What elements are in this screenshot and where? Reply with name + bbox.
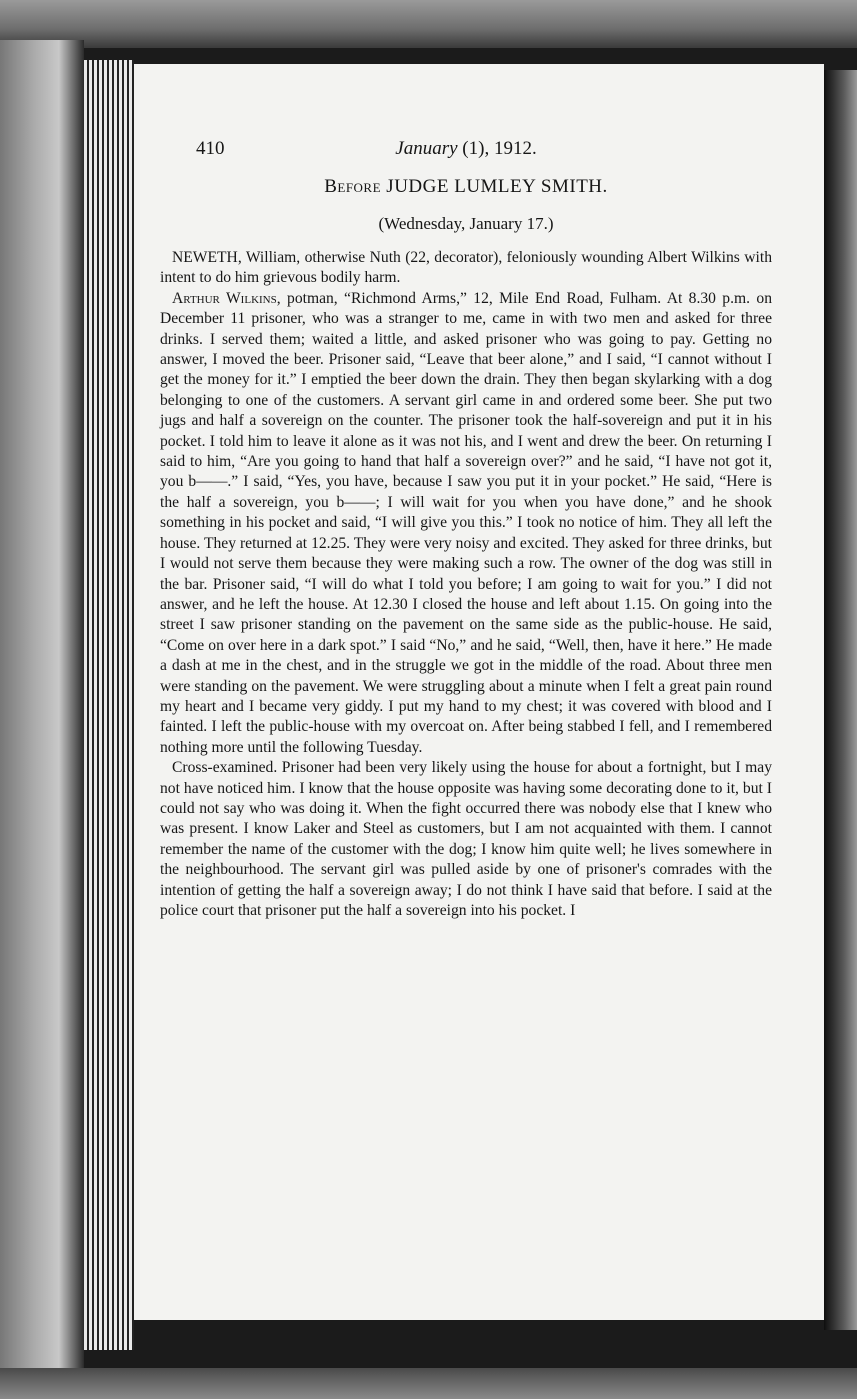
running-head-year: (1), 1912. <box>457 138 537 159</box>
witness-testimony-paragraph <box>160 289 772 758</box>
page-stack-edges <box>84 60 134 1350</box>
book-spine-shadow <box>0 40 84 1375</box>
case-intro-paragraph: NEWETH, William, otherwise Nuth (22, decorator), feloniously wounding Albert Wilkins with intent to do him grievous bodily harm. <box>160 249 772 287</box>
scan-top-border <box>0 0 857 48</box>
witness-name: Arthur Wilkins <box>172 289 277 307</box>
scan-right-border <box>824 70 857 1330</box>
judge-heading-prefix: Before <box>324 176 382 197</box>
running-head <box>160 138 772 174</box>
page-content <box>160 138 772 921</box>
judge-heading-name: JUDGE LUMLEY SMITH. <box>381 176 608 197</box>
running-head-month: January <box>395 138 458 159</box>
scan-bottom-border <box>0 1368 857 1399</box>
judge-heading <box>160 176 772 198</box>
page-number: 410 <box>196 138 225 159</box>
running-head-date <box>160 138 772 160</box>
cross-examination-paragraph: Cross-examined. Prisoner had been very likely using the house for about a fortnight, but I may not have noticed him. I know that the house opposite was having some decorating done to it, but I could not say who was doing it. When the fight occurred there was nobody else that I knew who was present. I know Laker and Steel as customers, but I am not acquainted with them. I cannot remember the name of the customer with the dog; I know him quite well; he lives somewhere in the neighbourhood. The servant girl was pulled aside by one of prisoner's comrades with the intention of getting the half a sovereign away; I do not think I have said that before. I said at the police court that prisoner put the half a sovereign into his pocket. I <box>160 759 772 919</box>
witness-testimony: , potman, “Richmond Arms,” 12, Mile End Road, Fulham. At 8.30 p.m. on December 11 prisoner, who was a stranger to me, came in with two men and asked for three drinks. I served them; waited a little, and asked prisoner who was going to pay. Getting no answer, I moved the beer. Prisoner said, “Leave that beer alone,” and I said, “I cannot without I get the money for it.” I emptied the beer down the drain. They then began skylarking with a dog belonging to one of the customers. A servant girl came in and ordered some beer. She put two jugs and half a sovereign on the counter. The prisoner took the half-sovereign and put it in his pocket. I told him to leave it alone as it was not his, and I went and drew the beer. On returning I said to him, “Are you going to hand that half a sovereign over?” and he said, “I have not got it, you b——.” I said, “Yes, you have, because I saw you put it in your pocket.” He said, “Here is the half a sovereign, you b——; I will wait for you when you have done,” and he shook something in his pocket and said, “I will give you this.” I took no notice of him. They all left the house. They returned at 12.25. They were very noisy and excited. They asked for three drinks, but I would not serve them because they were making such a row. The owner of the dog was still in the bar. Prisoner said, “I will do what I told you before; I am going to wait for you.” I did not answer, and he left the house. At 12.30 I closed the house and left about 1.15. On going into the street I saw prisoner standing on the pavement on the same side as the public-house. He said, “Come on over here in a dark spot.” I said “No,” and he said, “Well, then, have it here.” He made a dash at me in the chest, and in the struggle we got in the middle of the road. About three men were standing on the pavement. We were struggling about a minute when I felt a great pain round my heart and I became very giddy. I put my hand to my chest; it was covered with blood and I fainted. I left the public-house with my overcoat on. After being stabbed I fell, and I remembered nothing more until the following Tuesday. <box>160 289 772 756</box>
session-date: (Wednesday, January 17.) <box>378 214 554 233</box>
